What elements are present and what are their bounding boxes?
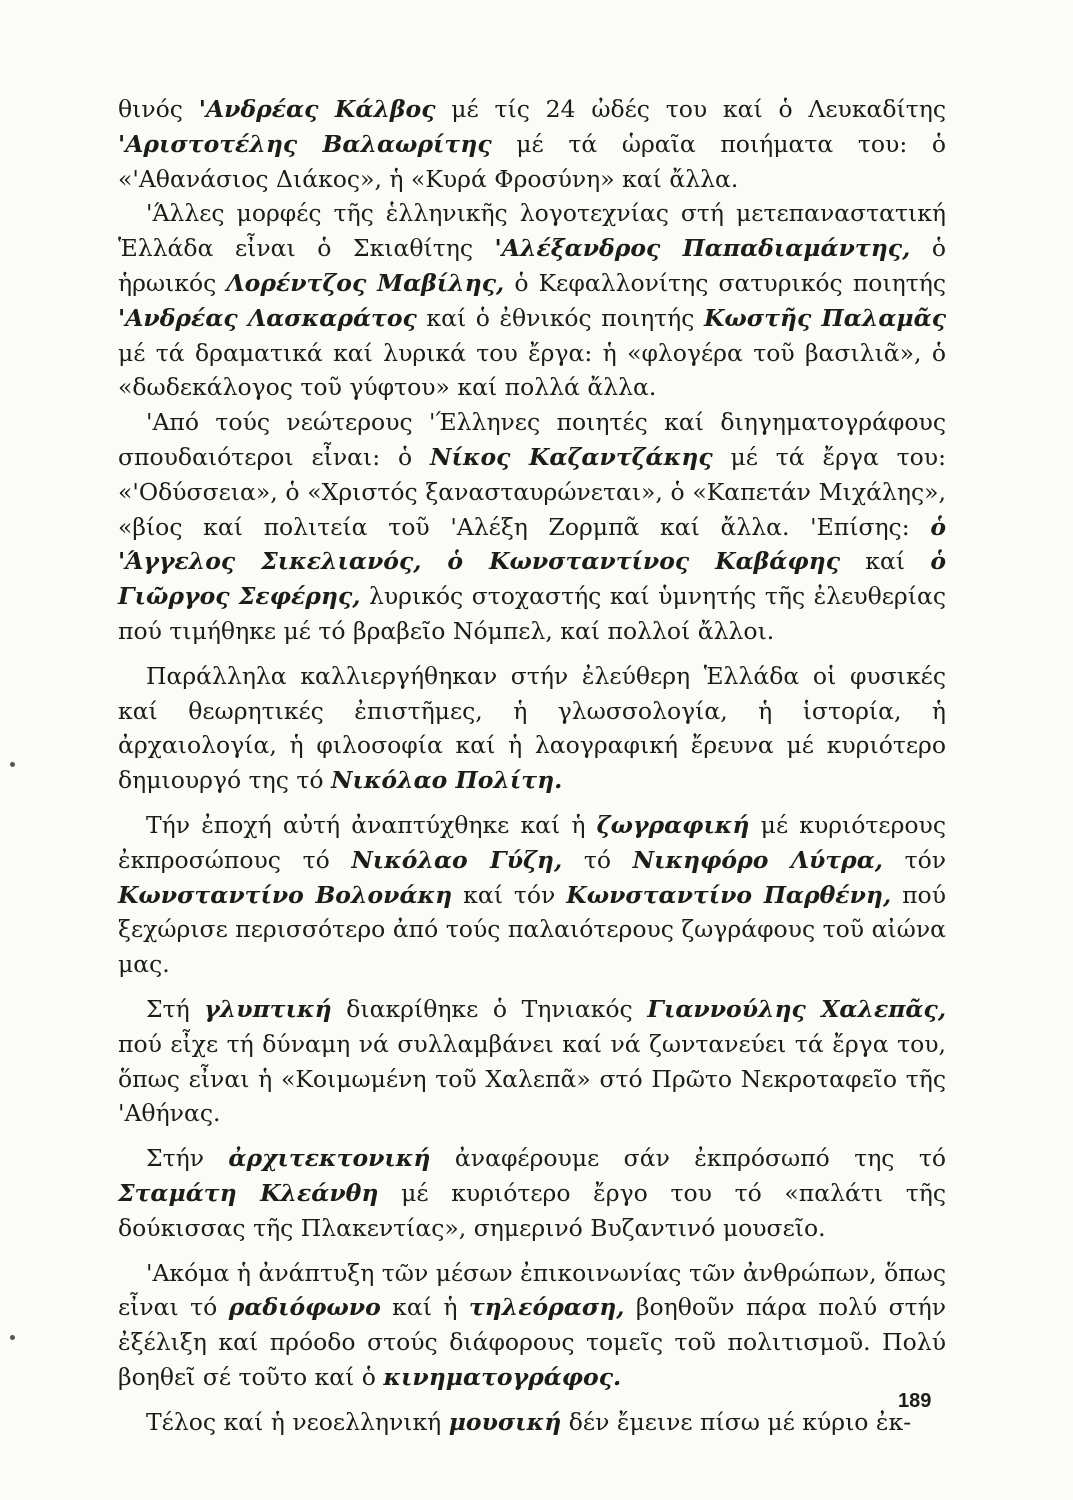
name-gyzis: Νικόλαο Γύζη, (351, 845, 563, 874)
name-papadiamantis: 'Αλέξανδρος Παπαδιαμάντης, (494, 234, 911, 263)
text-run: 'Άλλες μορφές τῆς ἑλληνικῆς λογοτεχνίας στή μετεπαναστατική Ἑλλάδα εἶναι ὁ Σκιαθίτης (118, 199, 946, 263)
term-painting: ζωγραφική (596, 810, 750, 839)
paragraph-3 (118, 405, 946, 649)
name-seferis: ὁ Γιῶργος Σεφέρης, (118, 547, 946, 611)
text-run: καί ὁ ἐθνικός ποιητής (416, 303, 704, 332)
term-radio: ραδιόφωνο (228, 1293, 381, 1322)
text-run: βοηθοῦν πάρα πολύ στήν ἐξέλιξη καί πρόοδο στούς διάφορους τομεῖς τοῦ πολιτισμοῦ. Πολύ βοηθεῖ σέ τοῦτο καί ὁ (118, 1293, 946, 1391)
text-run: πού εἶχε τή δύναμη νά συλλαμβάνει καί νά ζωντανεύει τά ἔργα του, ὅπως εἶναι ἡ «Κοιμωμένη τοῦ Χαλεπᾶ» στό Πρῶτο Νεκροταφεῖο τῆς 'Αθήνας. (118, 1029, 946, 1128)
paragraph-1 (118, 92, 946, 196)
text-run: Τέλος καί ἡ νεοελληνική (146, 1407, 449, 1436)
name-kleanthis: Σταμάτη Κλεάνθη (118, 1178, 379, 1207)
text-run: καί (840, 547, 931, 576)
body-text (118, 92, 946, 1439)
text-run: καί τόν (452, 880, 567, 909)
text-run: μέ κυριότερο ἔργο του τό «παλάτι τῆς δούκισσας τῆς Πλακεντίας», σημερινό Βυζαντινό μουσεῖο. (118, 1178, 946, 1242)
text-run: ὁ ἡρωικός (118, 234, 946, 297)
scan-mark (10, 762, 15, 767)
name-laskaratos: 'Ανδρέας Λασκαράτος (118, 303, 417, 332)
scan-mark (10, 1335, 15, 1340)
name-kazantzakis: Νίκος Καζαντζάκης (430, 442, 713, 471)
name-mavilis: Λορέντζος Μαβίλης, (226, 268, 505, 297)
term-television: τηλεόραση, (468, 1293, 625, 1322)
name-lytras: Νικηφόρο Λύτρα, (632, 845, 883, 874)
text-run: δέν ἔμεινε πίσω μέ κύριο ἐκ- (561, 1407, 912, 1436)
term-sculpture: γλυπτική (204, 994, 332, 1023)
name-parthenis: Κωνσταντίνο Παρθένη, (566, 880, 892, 909)
text-run: μέ τά ἔργα του: «'Οδύσσεια», ὁ «Χριστός ξανασταυρώνεται», ὁ «Καπετάν Μιχάλης», «βίος καί πολιτεία τοῦ 'Αλέξη Ζορμπᾶ καί ἄλλα. 'Επίσης: (118, 442, 946, 541)
term-architecture: ἀρχιτεκτονική (228, 1144, 431, 1173)
text-run: μέ κυριότερους ἐκπροσώπους τό (118, 810, 947, 874)
text-run: μέ τά δραματικά καί λυρικά του ἔργα: ἡ «φλογέρα τοῦ βασιλιᾶ», ὁ «δωδεκάλογος τοῦ γύφτου» καί πολλά ἄλλα. (118, 338, 946, 402)
paragraph-9 (118, 1405, 946, 1440)
page-number: 189 (898, 1390, 932, 1412)
text-run: 'Ακόμα ἡ ἀνάπτυξη τῶν μέσων ἐπικοινωνίας τῶν ἀνθρώπων, ὅπως εἶναι τό (118, 1258, 946, 1322)
text-run: μέ τίς 24 ὠδές του καί ὁ Λευκαδίτης (435, 95, 946, 123)
text-run: καί ἡ (380, 1293, 469, 1322)
text-run: Παράλληλα καλλιεργήθηκαν στήν ἐλεύθερη Ἑλλάδα οἱ φυσικές καί θεωρητικές ἐπιστῆμες, ἡ γλωσσολογία, ἡ ἱστορία, ἡ ἀρχαιολογία, ἡ φιλοσοφία καί ἡ λαογραφική ἔρευνα μέ κυριότερο δημιουργό της τό (118, 661, 946, 795)
paragraph-6 (118, 992, 946, 1131)
term-cinema: κινηματογράφος. (383, 1362, 622, 1391)
text-run: διακρίθηκε ὁ Τηνιακός (331, 994, 648, 1023)
text-run: τό (562, 845, 633, 874)
text-run: 'Από τούς νεώτερους 'Έλληνες ποιητές καί διηγηματογράφους σπουδαιότεροι εἶναι: ὁ (118, 408, 946, 471)
text-run: μέ τά ὡραῖα ποιήματα του: ὁ «'Αθανάσιος Διάκος», ἡ «Κυρά Φροσύνη» καί ἄλλα. (118, 129, 947, 193)
text-run: λυρικός στοχαστής καί ὑμνητής τῆς ἐλευθερίας πού τιμήθηκε μέ τό βραβεῖο Νόμπελ, καί πολλοί ἄλλοι. (118, 582, 946, 645)
text-run: Στήν (146, 1144, 229, 1173)
text-run: Στή (146, 994, 205, 1023)
name-politis: Νικόλαο Πολίτη. (330, 766, 563, 795)
text-run: τόν (882, 845, 947, 874)
paragraph-7 (118, 1141, 946, 1245)
text-run: πού ξεχώρισε περισσότερο ἀπό τούς παλαιότερους ζωγράφους τοῦ αἰώνα μας. (118, 880, 946, 979)
text-run: θινός (118, 95, 199, 123)
text-run: ὁ Κεφαλλονίτης σατυρικός ποιητής (504, 268, 946, 297)
text-run: Τήν ἐποχή αὐτή ἀναπτύχθηκε καί ἡ (146, 810, 597, 839)
term-music: μουσική (448, 1407, 562, 1436)
paragraph-4 (118, 659, 946, 798)
name-volonakis: Κωνσταντίνο Βολονάκη (118, 880, 453, 909)
text-run: ἀναφέρουμε σάν ἐκπρόσωπό της τό (430, 1144, 946, 1173)
name-aristotelis-valaoritis: 'Αριστοτέλης Βαλαωρίτης (118, 129, 492, 158)
paragraph-2 (118, 196, 946, 405)
name-chalepas: Γιαννούλης Χαλεπᾶς, (647, 994, 947, 1023)
name-palamas: Κωστῆς Παλαμᾶς (703, 303, 946, 332)
paragraph-5 (118, 808, 946, 982)
name-andreas-kalvos: 'Ανδρέας Κάλβος (198, 95, 436, 123)
paragraph-8 (118, 1256, 946, 1395)
name-sikelianos-kavafis: ὁ 'Άγγελος Σικελιανός, ὁ Κωνσταντίνος Καβάφης (118, 512, 946, 576)
